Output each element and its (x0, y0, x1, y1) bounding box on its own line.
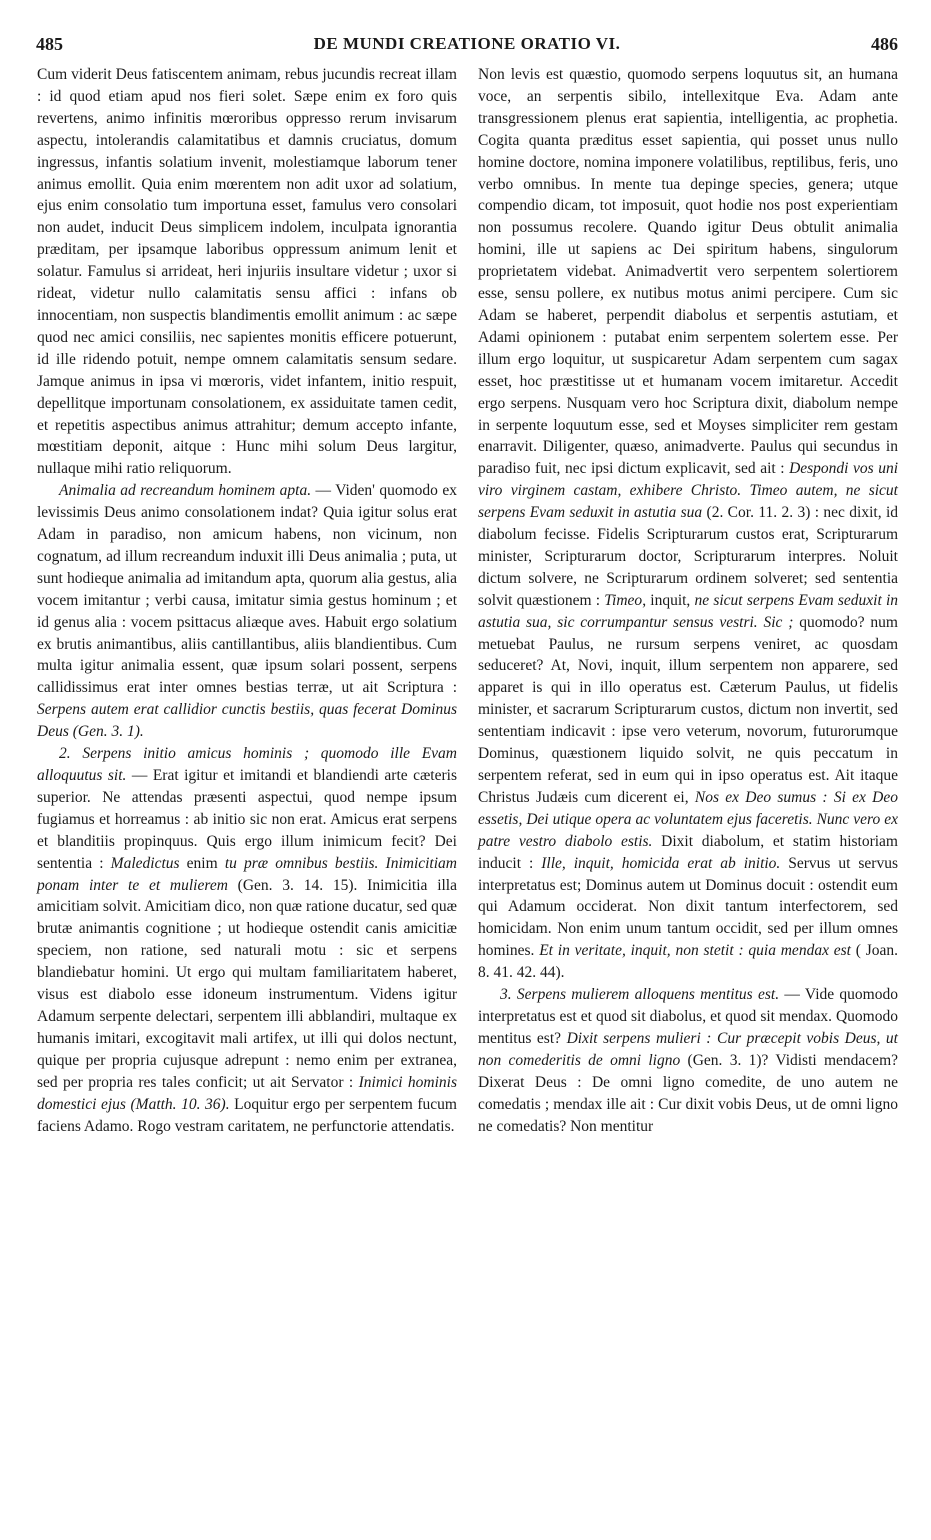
left-paragraph-3 (37, 743, 457, 1137)
page-header (36, 34, 898, 60)
section-heading: Animalia ad recreandum hominem apta. (59, 482, 312, 500)
paragraph-text: Servus ut servus interpretatus est; Dominus autem ut Dominus docuit : ostendit eum qui Adamum occiderat. Non dixit tantum interfectorem, sed homicidam. Non enim unum tantum occidit, sed per illum omnes homines. (478, 854, 899, 960)
scripture-quote: Dixit serpens mulieri : Cur præcepit vobis Deus, ut non comederitis de omni ligno (478, 1029, 898, 1069)
scripture-quote: tu præ omnibus bestiis. Inimicitiam ponam inter te et mulierem (37, 854, 457, 894)
scripture-quote: Timeo (604, 591, 643, 609)
section-heading: 2. Serpens initio amicus hominis ; quomodo ille Evam alloquutus sit. (37, 745, 457, 784)
paragraph-text: — Viden' quomodo ex levissimis Deus animo consolationem indat? Quia igitur solus erat Adam in paradiso, non amicum habens, non vicinum, non cognatum, ad illum recreandum induxit illi Deus animalia ; puta, ut sunt hodieque animalia ad imitandum apta, quorum alia gestus, alia vocem imitantur ; verbi causa, imitatur simia gestus hominum ; et id genus alia : vocem psittacus aliæque aves. Habuit ergo solatium ex brutis animantibus, aliis cantillantibus, aliis blandientibus. Cum multa igitur animalia essent, quæ ipsum solari possent, serpens callidissimus erat inter omnes bestias terræ, ut ait Scriptura : (37, 482, 457, 697)
paragraph-text: Dixit diabolum, et statim historiam inducit : (478, 832, 898, 872)
page-number-right: 486 (871, 34, 898, 54)
scripture-quote: Ille, inquit, homicida erat ab initio. (541, 854, 781, 872)
paragraph-text: (2. Cor. 11. 2. 3) : nec dixit, id diabolum fecisse. Fidelis Scripturarum custos erat, Scripturarum minister, Scripturarum doctor, Scripturarum interpres. Noluit dictum solvere, ne Scripturarum ordinem solveret; sed sententia solvit quæstionem : (478, 504, 899, 609)
paragraph-text: (Gen. 3. 1)? Vidisti mendacem? Dixerat Deus : De omni ligno comedite, de uno autem ne comedatis ; mendax ille ait : Cur dixit vobis Deus, ut de omni ligno ne comedatis? Non mentitur (478, 1051, 899, 1135)
paragraph-text: , inquit, (642, 591, 695, 609)
scripture-quote: Serpens autem erat callidior cunctis bestiis, quas fecerat Dominus Deus (Gen. 3. 1). (37, 701, 457, 741)
paragraph-text: (Gen. 3. 14. 15). Inimicitia illa amicitiam solvit. Amicitiam dico, non quæ ratione ducatur, sed quæ brutæ animantis cognitione ; ut hodieque ostendit canis amicitiæ speciem, non ratione, sed naturali motu : sic et serpens blandiebatur homini. Ut ergo qui multam familiaritatem haberet, visus est diabolo esse idoneum instrumentum. Videns igitur Adamum serpente delectari, serpentem illi abblandiri, multaque ex humanis imitari, excogitavit mali artifex, ut illi qui dolos nectunt, quique per propria cujusque adrepunt : nemo enim per extranea, sed per propria res tales conficit; ut ait Servator : (37, 876, 457, 1091)
right-column (478, 64, 898, 1137)
left-paragraph-1: Cum viderit Deus fatiscentem animam, rebus jucundis recreat illam : id quod etiam apud nos fieri solet. Sæpe enim ex foro quis revertens, animo infinitis mœroribus oppresso rerum invisarum aspectu, intolerandis calamitatibus et damnis cruciatus, domum ingressus, infantis solatium invenit, molestiamque laborum tener animus emollit. Quia enim mœrentem non adit uxor ad solatium, ejus enim consolatio tum importuna esset, famulus vero consolari non audet, inducit Deus simplicem indolem, inculpata ignorantia præditam, per ipsamque laboribus oppressum animum lenit et solatur. Famulus si arrideat, heri injuriis insultare videtur ; uxor si rideat, videtur nullo calamitatis sensu affici : infans ob innocentiam, non suspectis blandimentis emollit animum : ac sæpe quod nec amici consiliis, nec sapientes monitis efficere potuerunt, id ille ridendo potuit, nempe omnem calamitatis sensum sedare. Jamque animus in ipsa vi mœroris, videt infantem, initio respuit, depellitque importunam consolationem, ex assiduitate tamen cedit, et repetitis aspectibus animus attrahitur; demum accepto infante, mœstitiam deponit, aitque : Hunc mihi solum Deus largitur, nullaque mihi ratio reliquorum. (37, 66, 457, 478)
scripture-quote: Maledictus (110, 854, 180, 872)
paragraph-text: Non levis est quæstio, quomodo serpens loquutus sit, an humana voce, an serpentis sibilo, intellexitque Eva. Adam ante transgressionem plenus erat sapientia, intelligentia, ac prophetia. Cogita quanta præditus esset sapientia, qui posset unus nullo homine doctore, nomina imponere volatilibus, reptilibus, feris, uno verbo omnibus. In mente tua depinge species, genera; utque compendio dicam, tot imposuit, quot hodie nos post experientiam non possumus recolere. Quando igitur Deus obtulit animalia homini, ille ut sapiens ac Dei spiritum habens, singulorum proprietatem videbat. Animadvertit vero serpentem solertiorem esse, sensu pollere, ex nutibus motus animi percipere. Cum sic Adam se haberet, perpendit diabolus et serpentis astutiam, et Adami opinionem : putabat enim serpentem solertem esse. Per illum ergo loquitur, ut suspicaretur Adam serpentem cum sagax esset, hoc præstitisse ut et humanam vocem imitaretur. Accedit ergo serpens. Nusquam vero hoc Scriptura dixit, diabolum nempe in serpente loquutum esse, sed et Moyses simpliciter rem gestam enarravit. Diligenter, quæso, animadverte. Paulus qui secundus in paradiso fuit, nec ipsi dictum explicavit, sed ait : (478, 66, 898, 478)
left-paragraph-2 (37, 480, 457, 743)
scripture-quote: Et in veritate, inquit, non stetit : quia mendax est (539, 942, 851, 960)
scripture-quote: Nos ex Deo sumus : Si ex Deo essetis, Dei utique opera ac voluntatem ejus faceretis. Nunc vero ex patre vestro diabolo estis. (478, 788, 898, 850)
paragraph-text: enim (179, 854, 225, 872)
right-paragraph-2 (478, 984, 898, 1137)
running-title: DE MUNDI CREATIONE ORATIO VI. (313, 34, 621, 53)
right-paragraph-1 (478, 64, 898, 984)
page-number-left: 485 (36, 34, 63, 54)
left-column (37, 64, 457, 1137)
paragraph-text: Loquitur ergo per serpentem fucum faciens Adamo. Rogo vestram caritatem, ne perfunctorie attendatis. (37, 1095, 457, 1135)
section-heading: 3. Serpens mulierem alloquens mentitus est. (500, 986, 780, 1004)
scripture-quote: Despondi vos uni viro virginem castam, exhibere Christo. Timeo autem, ne sicut serpens Evam seduxit in astutia sua (478, 460, 898, 522)
paragraph-text: — Vide quomodo interpretatus est et quod sit diabolus, et quod sit mendax. Quomodo mentitus est? (478, 986, 898, 1047)
scripture-quote: ne sicut serpens Evam seduxit in astutia sua, sic corrumpantur sensus vestri. Sic ; (478, 591, 899, 631)
paragraph-text: — Erat igitur et imitandi et blandiendi arte cæteris superior. Ne attendas præsenti aspectui, quod nempe ipsum fugiamus et horreamus : ab initio sic non erat. Amicus erat serpens et blanditiis propinquus. Quis ergo illum inimicum fecit? Dei sententia : (37, 767, 457, 872)
paragraph-text: quomodo? num metuebat Paulus, ne rursum serpens veniret, ac quosdam seduceret? At, Novi, inquit, illum serpentem non apparere, sed apparet is qui in illo operatus est. Cæterum Paulus, ut fidelis minister, et sacrarum Scripturarum custos, dictum non invertit, sed sententiam indicavit : ipse vero veterum, novorum, futurorumque Dominus, quæstionem liquido solvit, ne quis peccatum in serpentem referat, sed in eum qui in ipso operatus est. Ait itaque Christus Judæis cum dicerent ei, (478, 613, 898, 806)
scripture-quote: Inimici hominis domestici ejus (Matth. 10. 36). (37, 1073, 457, 1113)
paragraph-text: ( Joan. 8. 41. 42. 44). (478, 942, 899, 982)
